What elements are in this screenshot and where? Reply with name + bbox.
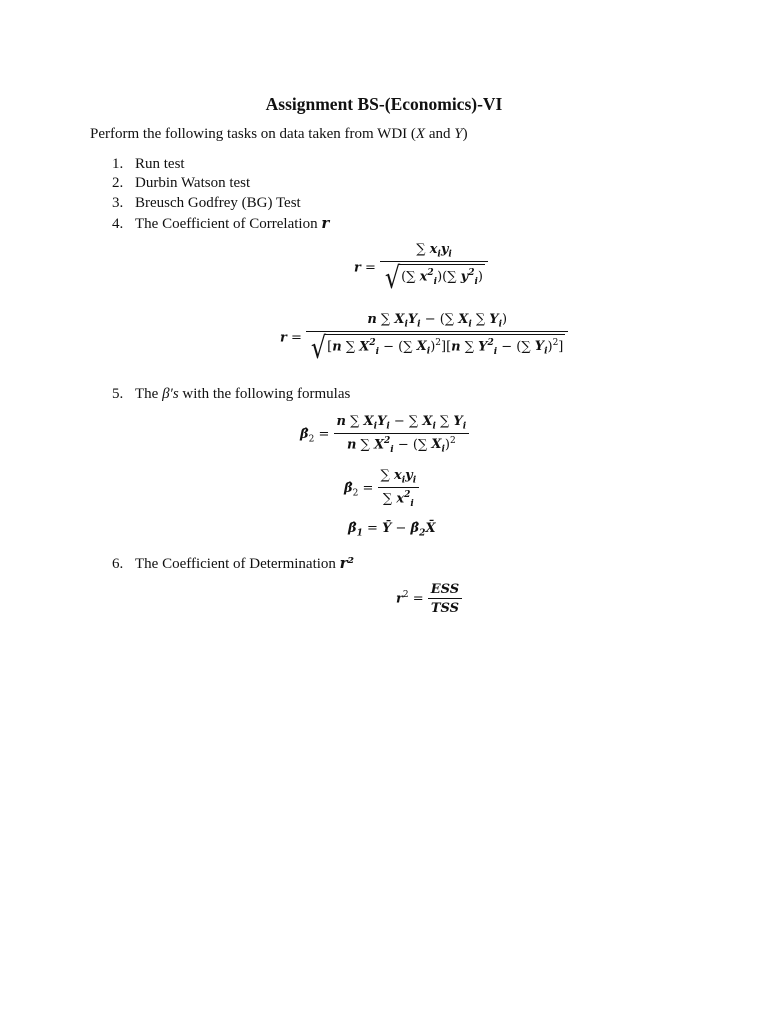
list-number: 4. [112, 216, 124, 232]
intro-text: Perform the following tasks on data taken from WDI ( [90, 126, 416, 142]
intro-paragraph [90, 126, 468, 143]
page-title: Assignment BS-(Economics)-VI [265, 94, 503, 114]
list-number: 1. [112, 156, 124, 172]
symbol-r-squared: r² [339, 554, 355, 572]
list-text: The [135, 386, 163, 402]
list-item [112, 554, 354, 573]
variable-x: X [415, 126, 426, 142]
formula-correlation-raw: r = n ∑ $X_iY_i$ − (∑ $X_i$ ∑ $Y_i$) √ [n ∑ $X^2_i$ − (∑ $X_i)^2][n$ ∑ $Y^2_i$ − (∑ $Y_i)^2$] [280, 312, 568, 364]
formula-determination: $r^2$ = $\frac{\text{ESS}}{\text{TSS}}$ [396, 582, 462, 616]
list-item [112, 175, 250, 192]
list-text: The Coefficient of Determination [135, 556, 340, 572]
list-number: 3. [112, 195, 124, 211]
variable-y: Y [454, 126, 463, 142]
list-text: The Coefficient of Correlation [135, 216, 322, 232]
symbol-betas: β′s [162, 386, 179, 402]
formula-beta2-deviation: $\betâ_2$ = $\frac{\sum x_iy_i}{\sum x^2_i}$ [344, 468, 419, 509]
list-item [112, 386, 350, 403]
list-number: 5. [112, 386, 124, 402]
list-item [112, 156, 185, 173]
list-text: Breusch Godfrey (BG) Test [135, 195, 301, 211]
formula-beta1: $\betâ_1$ = Ȳ − $\betâ_2X̄$ [348, 521, 436, 539]
list-text: Durbin Watson test [135, 175, 251, 191]
list-text-suffix: with the following formulas [178, 386, 351, 402]
list-text: Run test [135, 156, 185, 172]
formula-beta2-raw: $\betâ_2$ = $\frac{n \sum X_iY_i - \sum X_i \sum Y_i}{n \sum X^2_i - (\sum X_i)^2}$ [300, 414, 469, 455]
list-number: 6. [112, 556, 124, 572]
formula-correlation-deviation: r = ∑ $x_iy_i$ √ (∑ $x^2_i)(\sum$ $y^2_i$) [354, 242, 488, 294]
list-item [112, 195, 301, 212]
intro-and: and [425, 126, 455, 142]
symbol-r: r [321, 214, 330, 232]
intro-close: ) [462, 126, 468, 142]
list-item [112, 214, 329, 233]
list-number: 2. [112, 175, 124, 191]
